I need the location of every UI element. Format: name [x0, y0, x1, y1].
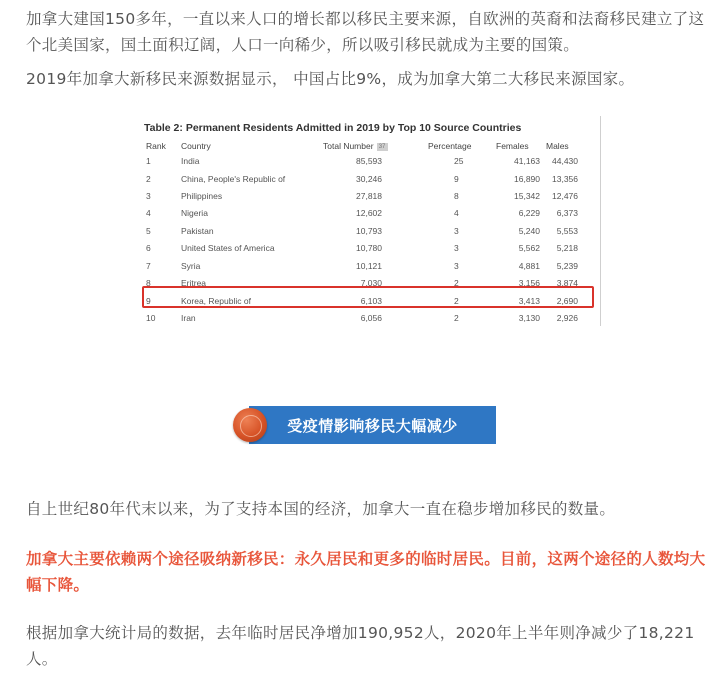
table-row [140, 172, 600, 189]
cell-country: Pakistan [181, 226, 214, 236]
cell-rank: 5 [146, 226, 151, 236]
cell-females: 6,229 [518, 208, 540, 218]
cell-total: 6,056 [360, 313, 382, 323]
cell-rank: 8 [146, 278, 151, 288]
sort-icon: 37 [377, 143, 388, 151]
cell-rank: 1 [146, 156, 151, 166]
cell-rank: 4 [146, 208, 151, 218]
cell-males: 3,874 [556, 278, 578, 288]
cell-total: 10,780 [356, 243, 382, 253]
cell-percentage: 2 [454, 296, 459, 306]
table-row [140, 259, 600, 276]
orange-ball-icon [233, 408, 267, 442]
cell-percentage: 3 [454, 226, 459, 236]
section-banner [249, 406, 496, 444]
cell-total: 10,793 [356, 226, 382, 236]
table-row [140, 311, 600, 328]
cell-males: 5,239 [556, 261, 578, 271]
cell-females: 3,156 [518, 278, 540, 288]
cell-males: 6,373 [556, 208, 578, 218]
cell-males: 44,430 [552, 156, 578, 166]
cell-females: 41,163 [514, 156, 540, 166]
highlight-paragraph: 加拿大主要依赖两个途径吸纳新移民：永久居民和更多的临时居民。目前，这两个途径的人数均大幅下降。 [26, 550, 706, 594]
cell-percentage: 25 [454, 156, 464, 166]
cell-total: 10,121 [356, 261, 382, 271]
table-row [140, 241, 600, 258]
cell-females: 4,881 [518, 261, 540, 271]
header-percentage: Percentage [428, 141, 472, 151]
cell-total: 6,103 [360, 296, 382, 306]
cell-males: 12,476 [552, 191, 578, 201]
header-total [323, 141, 388, 151]
table-row [140, 224, 600, 241]
table-row [140, 206, 600, 223]
cell-males: 2,926 [556, 313, 578, 323]
cell-percentage: 2 [454, 313, 459, 323]
china-row-highlight-box [142, 286, 594, 308]
cell-percentage: 4 [454, 208, 459, 218]
cell-country: India [181, 156, 200, 166]
cell-percentage: 3 [454, 261, 459, 271]
table-row [140, 154, 600, 171]
cell-country: Eritrea [181, 278, 207, 288]
cell-rank: 10 [146, 313, 156, 323]
cell-females: 5,562 [518, 243, 540, 253]
cell-country: Nigeria [181, 208, 208, 218]
statcan-paragraph: 根据加拿大统计局的数据，去年临时居民净增加190,952人，2020年上半年则净减少了18,221人。 [26, 624, 695, 668]
cell-females: 16,890 [514, 174, 540, 184]
cell-rank: 7 [146, 261, 151, 271]
cell-percentage: 3 [454, 243, 459, 253]
cell-females: 3,413 [518, 296, 540, 306]
cell-males: 2,690 [556, 296, 578, 306]
since-80s-paragraph: 自上世纪80年代末以来，为了支持本国的经济，加拿大一直在稳步增加移民的数量。 [26, 500, 616, 518]
cell-country: Korea, Republic of [181, 296, 251, 306]
header-rank: Rank [146, 141, 166, 151]
header-country: Country [181, 141, 211, 151]
cell-country: Syria [181, 261, 201, 271]
cell-total: 7,030 [360, 278, 382, 288]
header-males: Males [546, 141, 569, 151]
cell-country: Philippines [181, 191, 223, 201]
table-title: Table 2: Permanent Residents Admitted in 2019 by Top 10 Source Countries [144, 122, 522, 134]
cell-rank: 3 [146, 191, 151, 201]
intro-paragraph: 加拿大建国150多年，一直以来人口的增长都以移民主要来源，自欧洲的英裔和法裔移民建立了这个北美国家，国土面积辽阔，人口一向稀少，所以吸引移民就成为主要的国策。 [26, 10, 705, 54]
cell-total: 27,818 [356, 191, 382, 201]
cell-females: 15,342 [514, 191, 540, 201]
cell-females: 3,130 [518, 313, 540, 323]
cell-rank: 2 [146, 174, 151, 184]
cell-total: 30,246 [356, 174, 382, 184]
cell-males: 5,218 [556, 243, 578, 253]
cell-country: United States of America [181, 243, 275, 253]
cell-total: 12,602 [356, 208, 382, 218]
immigration-source-table [140, 116, 601, 326]
table-row [140, 189, 600, 206]
cell-percentage: 2 [454, 278, 459, 288]
cell-total: 85,593 [356, 156, 382, 166]
cell-females: 5,240 [518, 226, 540, 236]
section-title: 受疫情影响移民大幅减少 [287, 417, 458, 435]
stat-2019-paragraph: 2019年加拿大新移民来源数据显示， 中国占比9%，成为加拿大第二大移民来源国家。 [26, 70, 635, 88]
cell-males: 13,356 [552, 174, 578, 184]
cell-country: China, People's Republic of [181, 174, 286, 184]
header-total-label: Total Number [323, 141, 374, 151]
cell-rank: 6 [146, 243, 151, 253]
cell-country: Iran [181, 313, 196, 323]
header-females: Females [496, 141, 529, 151]
cell-rank: 9 [146, 296, 151, 306]
cell-percentage: 8 [454, 191, 459, 201]
cell-percentage: 9 [454, 174, 459, 184]
cell-males: 5,553 [556, 226, 578, 236]
